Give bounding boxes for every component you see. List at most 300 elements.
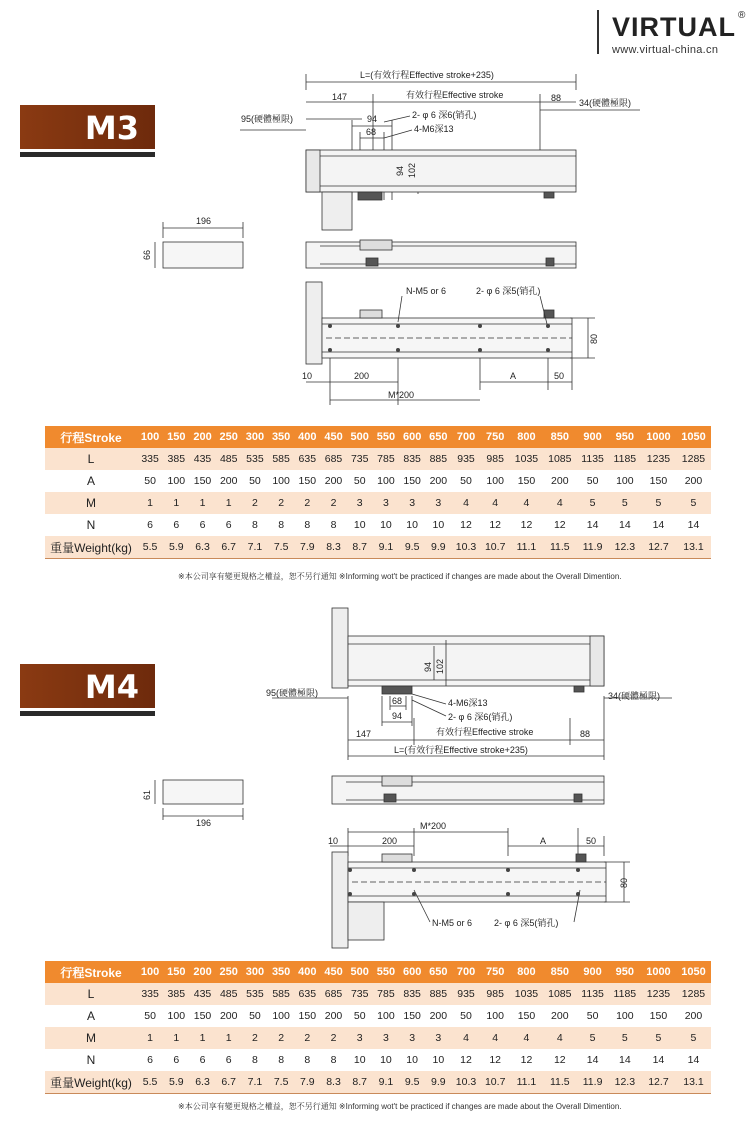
brand-logo: VIRTUAL (612, 12, 736, 42)
table-row (45, 470, 711, 492)
table-cell: 785 (373, 983, 399, 1005)
table-cell: 835 (399, 448, 425, 470)
table-cell: 100 (373, 470, 399, 492)
table-cell: 6 (163, 1049, 189, 1071)
table-header-row (45, 426, 711, 448)
dim-80: 80 (589, 333, 599, 344)
header-stroke-cell: 950 (609, 426, 641, 448)
dim-l-formula: L=(有效行程Effective stroke+235) (394, 745, 528, 755)
table-cell: 1135 (576, 448, 608, 470)
table-cell: 6 (189, 514, 215, 536)
table-cell: 6 (137, 1049, 163, 1071)
table-cell: 14 (641, 1049, 676, 1071)
header-stroke-cell: 900 (576, 426, 608, 448)
header-stroke-cell: 300 (242, 961, 268, 983)
table-cell: 11.1 (510, 536, 543, 559)
table-cell: 100 (481, 470, 510, 492)
table-cell: 8 (320, 514, 346, 536)
table-cell: 7.9 (294, 1071, 320, 1094)
table-cell: 5 (576, 1027, 608, 1049)
dim-hole-6: 2- φ 6 深6(销孔) (448, 712, 513, 722)
table-cell: 150 (641, 470, 676, 492)
table-row (45, 492, 711, 514)
header-stroke-cell: 100 (137, 426, 163, 448)
table-cell: 10 (347, 514, 373, 536)
table-cell: 12 (481, 1049, 510, 1071)
header-stroke-cell: 700 (451, 961, 480, 983)
table-cell: 485 (216, 448, 242, 470)
table-cell: 8 (294, 1049, 320, 1071)
table-row (45, 1049, 711, 1071)
table-row (45, 514, 711, 536)
table-cell: 5.5 (137, 1071, 163, 1094)
table-cell: 835 (399, 983, 425, 1005)
table-cell: 9.5 (399, 1071, 425, 1094)
table-cell: 1 (216, 492, 242, 514)
table-cell: 7.5 (268, 536, 294, 559)
spec-note: ※本公司享有變更規格之權益，恕不另行通知 ※Informing wot't be practiced if changes are made about the Overall Dimention. (178, 572, 622, 581)
m3-spec-table (45, 426, 711, 559)
dim-10: 10 (302, 371, 313, 381)
table-cell: 4 (481, 492, 510, 514)
header-stroke-cell: 600 (399, 961, 425, 983)
dim-50: 50 (554, 371, 565, 381)
header-stroke-cell: 650 (425, 961, 451, 983)
table-cell: 1 (163, 492, 189, 514)
table-cell: 6.3 (189, 536, 215, 559)
table-cell: 10 (425, 1049, 451, 1071)
table-cell: 50 (137, 1005, 163, 1027)
header-stroke-cell: 900 (576, 961, 608, 983)
table-cell: 150 (510, 1005, 543, 1027)
m4-drawing (0, 600, 748, 960)
table-cell: 3 (373, 492, 399, 514)
table-cell: 12.7 (641, 536, 676, 559)
table-cell: 1035 (510, 448, 543, 470)
table-cell: 4 (543, 1027, 576, 1049)
table-cell: 50 (242, 470, 268, 492)
table-cell: 8 (268, 1049, 294, 1071)
dim-80: 80 (619, 877, 629, 888)
table-cell: 8 (294, 514, 320, 536)
table-cell: 1 (216, 1027, 242, 1049)
table-cell: 12 (481, 514, 510, 536)
table-cell: 5.9 (163, 536, 189, 559)
table-cell: 1 (137, 492, 163, 514)
table-cell: 1 (137, 1027, 163, 1049)
header-stroke-cell: 450 (320, 426, 346, 448)
dim-hole-5: 2- φ 6 深5(销孔) (494, 918, 559, 928)
header-stroke-cell: 250 (216, 961, 242, 983)
table-cell: 635 (294, 983, 320, 1005)
table-cell: 14 (609, 514, 641, 536)
dim-h102: 102 (435, 658, 445, 674)
header-stroke-cell: 800 (510, 961, 543, 983)
table-cell: 3 (425, 1027, 451, 1049)
table-cell: 4 (510, 492, 543, 514)
table-cell: 1285 (676, 448, 711, 470)
dim-stroke: 有效行程Effective stroke (406, 90, 504, 100)
table-cell: 7.1 (242, 1071, 268, 1094)
table-cell: 10 (399, 514, 425, 536)
table-cell: 4 (481, 1027, 510, 1049)
model-title: M3 (84, 109, 139, 147)
table-cell: 785 (373, 448, 399, 470)
header-stroke-cell: 200 (189, 961, 215, 983)
dim-n-m5: N-M5 or 6 (432, 918, 473, 928)
table-cell: 2 (294, 1027, 320, 1049)
table-cell: 200 (216, 1005, 242, 1027)
row-label-cell: M (45, 1027, 137, 1049)
table-cell: 200 (676, 470, 711, 492)
table-cell: 5 (676, 1027, 711, 1049)
row-label-cell: A (45, 1005, 137, 1027)
header-stroke-cell: 150 (163, 961, 189, 983)
dim-94: 94 (367, 114, 378, 124)
table-cell: 5 (609, 1027, 641, 1049)
table-cell: 8.3 (320, 1071, 346, 1094)
table-cell: 11.1 (510, 1071, 543, 1094)
dim-hole-6: 2- φ 6 深6(销孔) (412, 110, 477, 120)
table-cell: 935 (451, 983, 480, 1005)
header-stroke-cell: 800 (510, 426, 543, 448)
dim-68: 68 (392, 696, 403, 706)
table-row (45, 1071, 711, 1094)
table-cell: 335 (137, 448, 163, 470)
table-header-row (45, 961, 711, 983)
table-cell: 3 (373, 1027, 399, 1049)
table-row (45, 448, 711, 470)
table-cell: 6.7 (216, 536, 242, 559)
table-cell: 150 (294, 1005, 320, 1027)
m4-body-top (348, 636, 604, 686)
header-stroke-cell: 400 (294, 426, 320, 448)
table-cell: 150 (399, 1005, 425, 1027)
table-cell: 12.3 (609, 1071, 641, 1094)
table-cell: 10 (347, 1049, 373, 1071)
table-cell: 7.5 (268, 1071, 294, 1094)
header-stroke-cell: 550 (373, 961, 399, 983)
table-cell: 100 (163, 1005, 189, 1027)
header-stroke-cell: 700 (451, 426, 480, 448)
table-cell: 585 (268, 983, 294, 1005)
table-row (45, 1027, 711, 1049)
table-cell: 50 (347, 470, 373, 492)
table-cell: 6 (137, 514, 163, 536)
table-cell: 10.3 (451, 1071, 480, 1094)
header-stroke-cell: 850 (543, 961, 576, 983)
brand-divider (597, 10, 599, 54)
table-cell: 1 (189, 492, 215, 514)
row-label-cell: 重量Weight(kg) (45, 536, 137, 559)
table-cell: 1185 (609, 983, 641, 1005)
dim-61: 61 (142, 789, 152, 800)
table-cell: 2 (268, 1027, 294, 1049)
table-cell: 8 (320, 1049, 346, 1071)
header-stroke-cell: 1000 (641, 961, 676, 983)
table-cell: 1 (189, 1027, 215, 1049)
table-cell: 100 (268, 1005, 294, 1027)
table-cell: 8.7 (347, 536, 373, 559)
dim-h94: 94 (395, 165, 405, 176)
table-cell: 12.7 (641, 1071, 676, 1094)
table-cell: 5 (609, 492, 641, 514)
table-cell: 385 (163, 448, 189, 470)
header-stroke-cell: 1050 (676, 426, 711, 448)
table-row (45, 536, 711, 559)
table-cell: 12.3 (609, 536, 641, 559)
table-cell: 14 (576, 514, 608, 536)
table-cell: 6 (216, 514, 242, 536)
table-cell: 535 (242, 448, 268, 470)
table-cell: 10.7 (481, 536, 510, 559)
brand-url: www.virtual-china.cn (612, 44, 719, 56)
m3-end-box (163, 242, 243, 268)
dim-h94: 94 (423, 661, 433, 672)
table-cell: 5 (641, 1027, 676, 1049)
dim-66: 66 (142, 249, 152, 260)
table-cell: 50 (137, 470, 163, 492)
dim-l-formula: L=(有效行程Effective stroke+235) (360, 70, 494, 80)
row-label-cell: L (45, 448, 137, 470)
dim-m200: M*200 (388, 390, 415, 400)
table-cell: 50 (576, 470, 608, 492)
table-cell: 150 (189, 1005, 215, 1027)
table-cell: 100 (609, 1005, 641, 1027)
table-cell: 50 (451, 1005, 480, 1027)
model-title: M4 (84, 668, 139, 706)
table-cell: 100 (163, 470, 189, 492)
table-cell: 150 (510, 470, 543, 492)
dim-h102: 102 (407, 162, 417, 178)
table-cell: 7.9 (294, 536, 320, 559)
table-cell: 2 (242, 492, 268, 514)
row-label-cell: 重量Weight(kg) (45, 1071, 137, 1094)
table-cell: 685 (320, 448, 346, 470)
header-stroke-cell: 500 (347, 426, 373, 448)
header-stroke-cell: 350 (268, 961, 294, 983)
table-cell: 14 (676, 514, 711, 536)
table-cell: 1035 (510, 983, 543, 1005)
table-cell: 9.9 (425, 1071, 451, 1094)
table-cell: 10 (373, 514, 399, 536)
table-cell: 200 (216, 470, 242, 492)
table-cell: 50 (451, 470, 480, 492)
table-cell: 100 (609, 470, 641, 492)
header-stroke-cell: 750 (481, 426, 510, 448)
table-cell: 6.7 (216, 1071, 242, 1094)
header-stroke-cell: 650 (425, 426, 451, 448)
table-cell: 2 (294, 492, 320, 514)
table-cell: 6.3 (189, 1071, 215, 1094)
table-cell: 9.9 (425, 536, 451, 559)
table-cell: 14 (641, 514, 676, 536)
table-cell: 885 (425, 448, 451, 470)
table-cell: 9.1 (373, 1071, 399, 1094)
table-cell: 11.9 (576, 536, 608, 559)
table-cell: 1235 (641, 448, 676, 470)
table-cell: 6 (189, 1049, 215, 1071)
dim-147: 147 (356, 729, 372, 739)
table-cell: 5 (676, 492, 711, 514)
dim-50: 50 (586, 836, 597, 846)
table-cell: 50 (576, 1005, 608, 1027)
table-cell: 4 (451, 1027, 480, 1049)
brand-registered-mark: ® (738, 10, 746, 21)
spec-table-body (45, 426, 711, 559)
table-cell: 50 (347, 1005, 373, 1027)
table-cell: 8 (242, 1049, 268, 1071)
table-cell: 2 (320, 492, 346, 514)
table-cell: 10.3 (451, 536, 480, 559)
header-stroke-cell: 400 (294, 961, 320, 983)
table-cell: 1235 (641, 983, 676, 1005)
dim-a: A (540, 836, 547, 846)
table-cell: 14 (576, 1049, 608, 1071)
table-cell: 435 (189, 448, 215, 470)
table-cell: 200 (320, 1005, 346, 1027)
table-cell: 11.5 (543, 536, 576, 559)
table-cell: 635 (294, 448, 320, 470)
table-cell: 6 (216, 1049, 242, 1071)
header-stroke-cell: 600 (399, 426, 425, 448)
header-stroke-cell: 150 (163, 426, 189, 448)
table-cell: 1285 (676, 983, 711, 1005)
table-cell: 10 (373, 1049, 399, 1071)
table-cell: 1085 (543, 448, 576, 470)
table-cell: 535 (242, 983, 268, 1005)
dim-200: 200 (354, 371, 370, 381)
header-stroke-cell: 200 (189, 426, 215, 448)
table-cell: 14 (609, 1049, 641, 1071)
header-label-cell: 行程Stroke (45, 961, 137, 983)
table-cell: 14 (676, 1049, 711, 1071)
table-cell: 3 (347, 1027, 373, 1049)
dim-stroke: 有效行程Effective stroke (436, 727, 534, 737)
table-cell: 685 (320, 983, 346, 1005)
table-cell: 8.3 (320, 536, 346, 559)
m3-drawing (0, 60, 748, 410)
header-stroke-cell: 100 (137, 961, 163, 983)
header-stroke-cell: 750 (481, 961, 510, 983)
table-cell: 4 (510, 1027, 543, 1049)
table-cell: 50 (242, 1005, 268, 1027)
header-stroke-cell: 300 (242, 426, 268, 448)
dim-94: 94 (392, 711, 403, 721)
table-cell: 1185 (609, 448, 641, 470)
table-cell: 11.9 (576, 1071, 608, 1094)
table-cell: 3 (347, 492, 373, 514)
table-cell: 735 (347, 983, 373, 1005)
table-cell: 9.5 (399, 536, 425, 559)
dim-196: 196 (196, 216, 212, 226)
table-cell: 200 (425, 470, 451, 492)
table-cell: 9.1 (373, 536, 399, 559)
table-cell: 10.7 (481, 1071, 510, 1094)
table-cell: 150 (399, 470, 425, 492)
table-cell: 8.7 (347, 1071, 373, 1094)
row-label-cell: A (45, 470, 137, 492)
header-stroke-cell: 950 (609, 961, 641, 983)
table-cell: 12 (451, 514, 480, 536)
table-cell: 200 (543, 1005, 576, 1027)
table-cell: 100 (481, 1005, 510, 1027)
header-stroke-cell: 1050 (676, 961, 711, 983)
row-label-cell: N (45, 1049, 137, 1071)
table-cell: 1135 (576, 983, 608, 1005)
dim-200: 200 (382, 836, 398, 846)
dim-95-limit: 95(硬體極限) (241, 114, 294, 124)
table-cell: 485 (216, 983, 242, 1005)
table-cell: 4 (543, 492, 576, 514)
table-cell: 3 (399, 492, 425, 514)
table-cell: 5 (641, 492, 676, 514)
table-cell: 13.1 (676, 1071, 711, 1094)
header-stroke-cell: 250 (216, 426, 242, 448)
table-cell: 8 (242, 514, 268, 536)
dim-34-limit: 34(硬體極限) (579, 98, 632, 108)
header-label-cell: 行程Stroke (45, 426, 137, 448)
table-cell: 885 (425, 983, 451, 1005)
dim-n-m5: N-M5 or 6 (406, 286, 447, 296)
table-cell: 12 (543, 1049, 576, 1071)
table-cell: 4 (451, 492, 480, 514)
spec-table-body (45, 961, 711, 1094)
table-cell: 1085 (543, 983, 576, 1005)
m4-end-box (163, 780, 243, 804)
table-cell: 385 (163, 983, 189, 1005)
table-cell: 335 (137, 983, 163, 1005)
table-cell: 100 (268, 470, 294, 492)
table-cell: 150 (641, 1005, 676, 1027)
table-cell: 200 (425, 1005, 451, 1027)
table-cell: 6 (163, 514, 189, 536)
row-label-cell: M (45, 492, 137, 514)
row-label-cell: N (45, 514, 137, 536)
table-row (45, 1005, 711, 1027)
table-cell: 735 (347, 448, 373, 470)
header-stroke-cell: 350 (268, 426, 294, 448)
row-label-cell: L (45, 983, 137, 1005)
dim-147: 147 (332, 92, 348, 102)
table-cell: 10 (425, 514, 451, 536)
table-cell: 435 (189, 983, 215, 1005)
dim-68: 68 (366, 127, 377, 137)
table-cell: 985 (481, 448, 510, 470)
dim-m6: 4-M6深13 (448, 698, 488, 708)
m4-spec-table (45, 961, 711, 1094)
table-cell: 3 (399, 1027, 425, 1049)
dim-10: 10 (328, 836, 339, 846)
dim-hole-5: 2- φ 6 深5(销孔) (476, 286, 541, 296)
table-cell: 12 (451, 1049, 480, 1071)
dim-88: 88 (580, 729, 591, 739)
table-cell: 2 (242, 1027, 268, 1049)
table-cell: 12 (543, 514, 576, 536)
table-cell: 12 (510, 1049, 543, 1071)
table-cell: 7.1 (242, 536, 268, 559)
table-cell: 200 (320, 470, 346, 492)
header-stroke-cell: 550 (373, 426, 399, 448)
table-cell: 985 (481, 983, 510, 1005)
header-stroke-cell: 850 (543, 426, 576, 448)
table-cell: 150 (294, 470, 320, 492)
table-cell: 1 (163, 1027, 189, 1049)
table-cell: 200 (676, 1005, 711, 1027)
header-stroke-cell: 500 (347, 961, 373, 983)
table-cell: 12 (510, 514, 543, 536)
header-stroke-cell: 450 (320, 961, 346, 983)
